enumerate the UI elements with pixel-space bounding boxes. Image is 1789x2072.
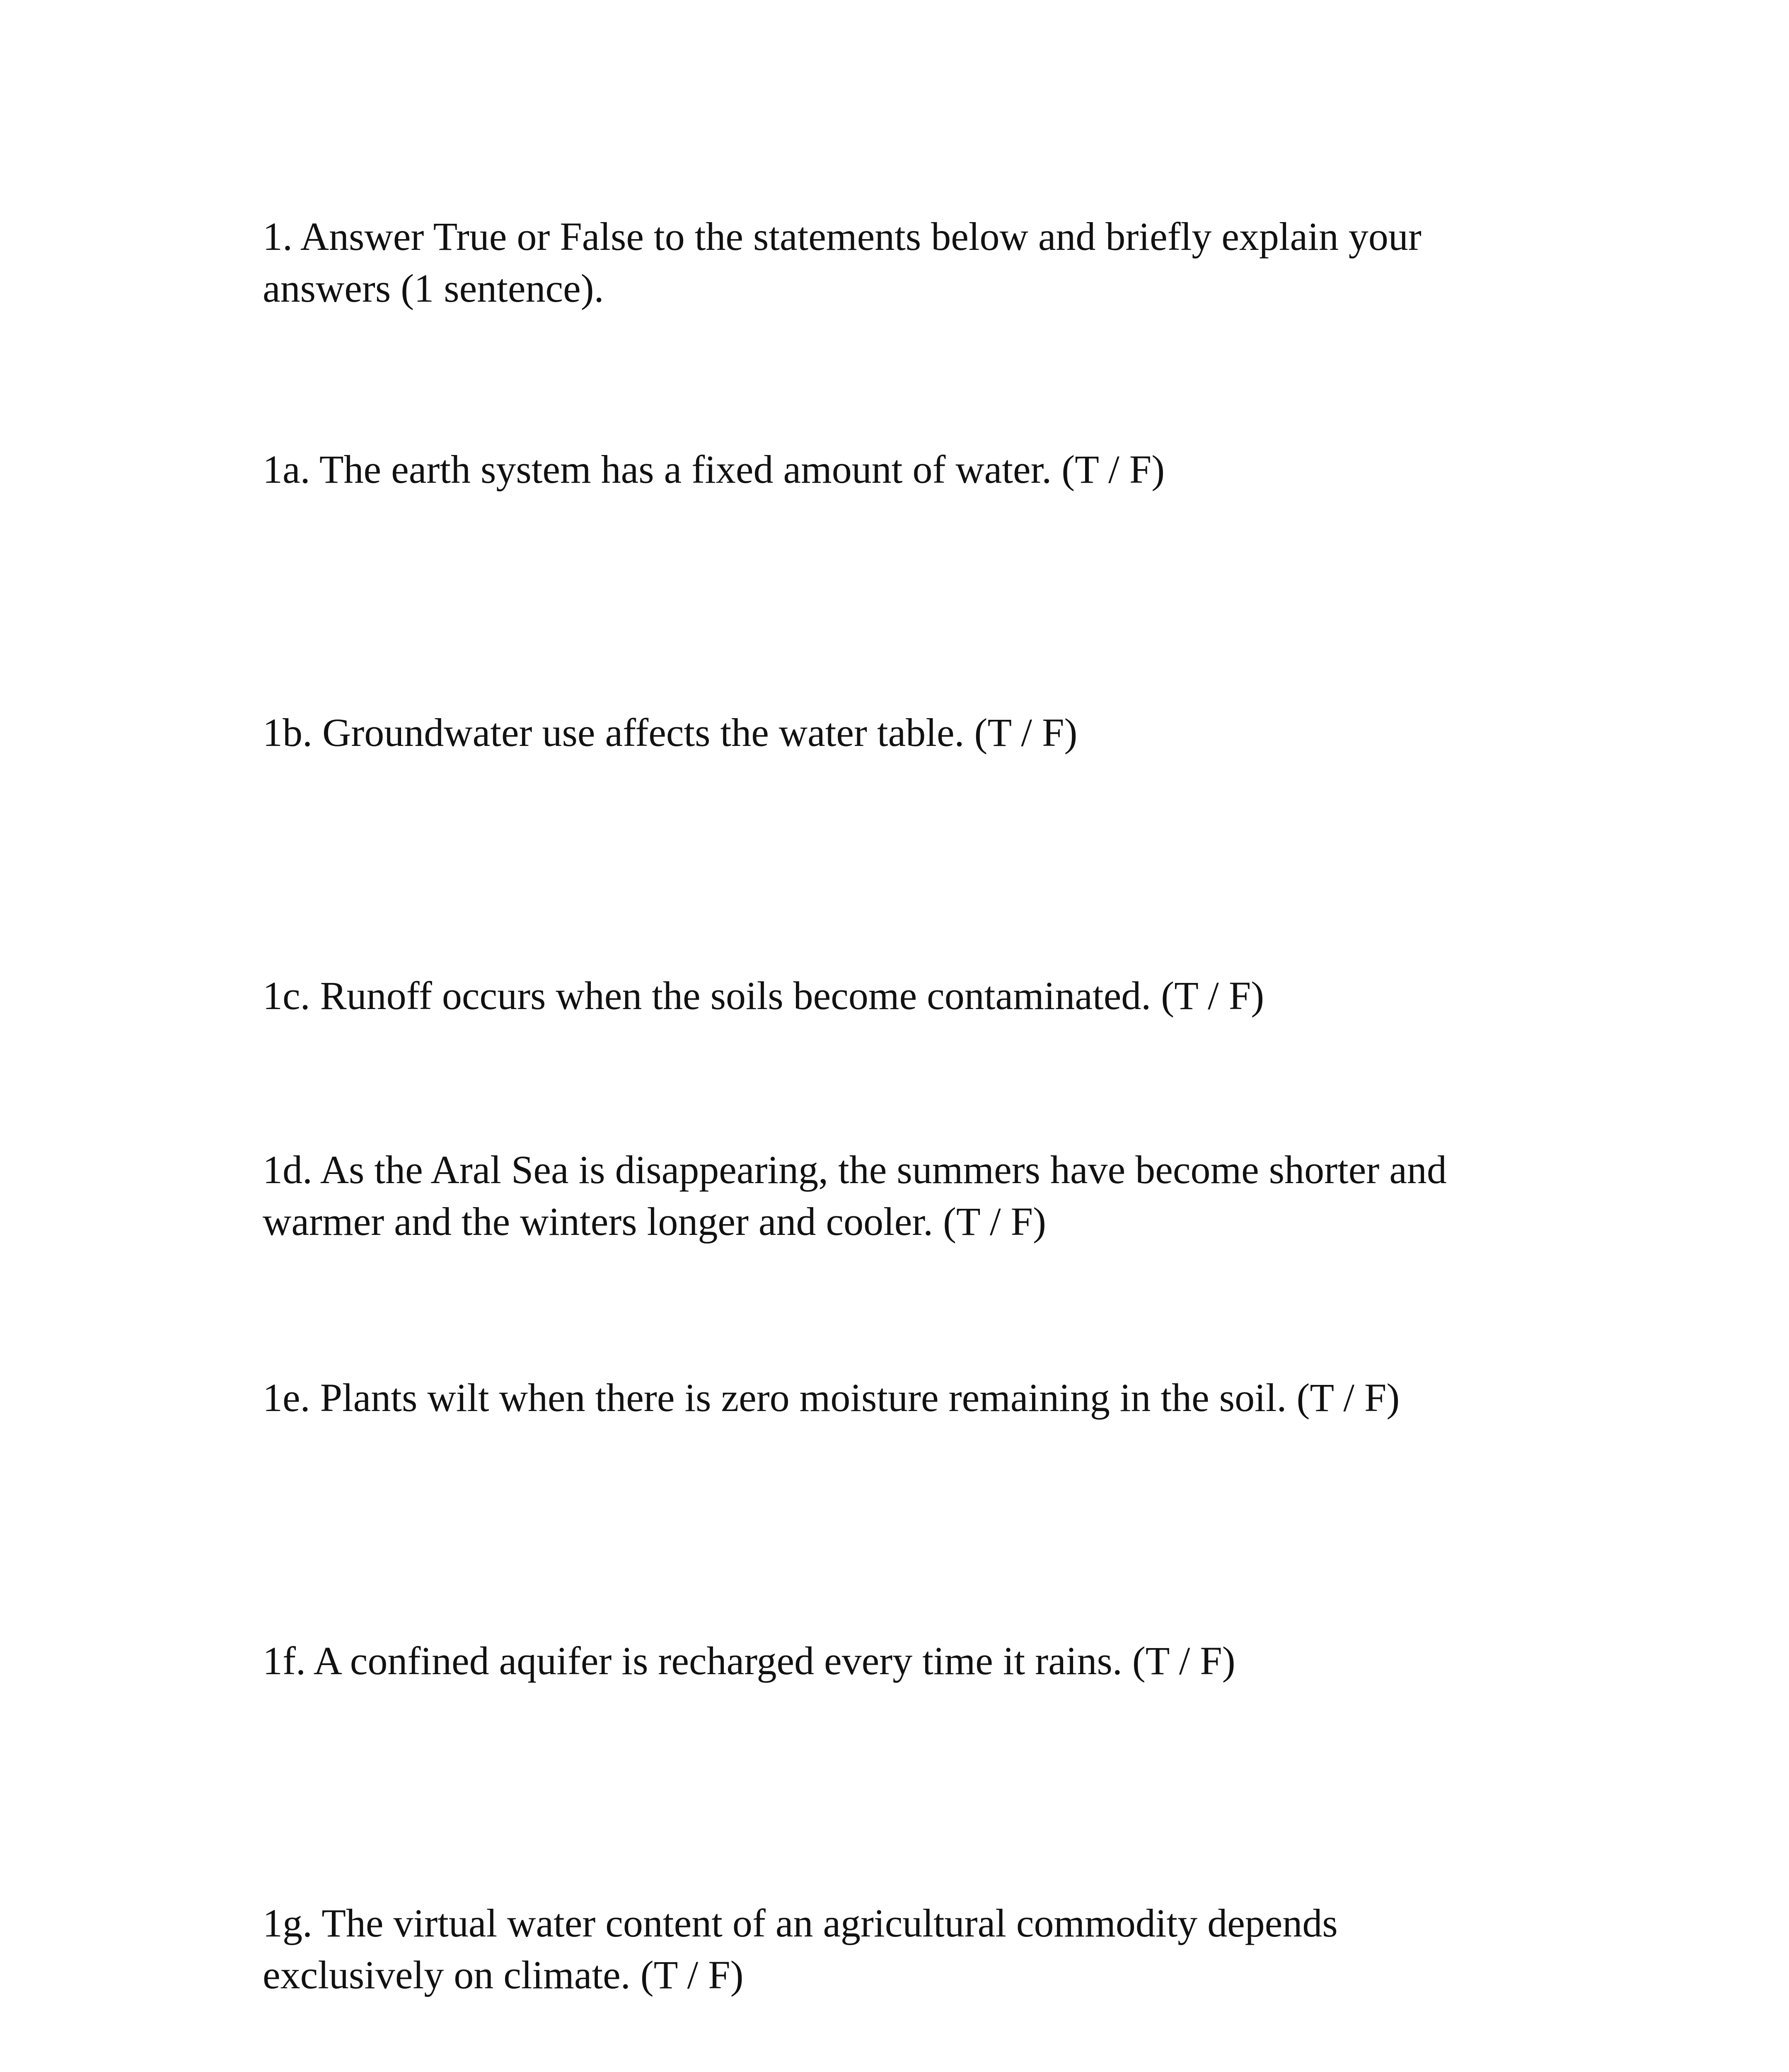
instructions xyxy=(263,211,1547,314)
question-text: 1f. A confined aquifer is recharged every time it rains. (T / F) xyxy=(263,1639,1235,1683)
question-text: warmer and the winters longer and cooler. (T / F) xyxy=(263,1199,1046,1244)
question-1a xyxy=(263,443,1547,495)
question-text: 1c. Runoff occurs when the soils become contaminated. (T / F) xyxy=(263,973,1264,1018)
question-1e xyxy=(263,1372,1547,1423)
question-1f xyxy=(263,1635,1547,1687)
instructions-line: 1. Answer True or False to the statements below and briefly explain your xyxy=(263,214,1422,259)
question-1d xyxy=(263,1144,1547,1247)
question-text: 1g. The virtual water content of an agricultural commodity depends xyxy=(263,1901,1338,1945)
question-1g xyxy=(263,1897,1547,2001)
question-text: 1b. Groundwater use affects the water table. (T / F) xyxy=(263,710,1078,755)
question-text: 1a. The earth system has a fixed amount of water. (T / F) xyxy=(263,447,1165,491)
question-text: exclusively on climate. (T / F) xyxy=(263,1953,744,1997)
question-1c xyxy=(263,970,1547,1021)
question-1b xyxy=(263,707,1547,758)
question-text: 1e. Plants wilt when there is zero moisture remaining in the soil. (T / F) xyxy=(263,1375,1400,1420)
question-text: 1d. As the Aral Sea is disappearing, the summers have become shorter and xyxy=(263,1147,1447,1192)
instructions-line: answers (1 sentence). xyxy=(263,266,604,310)
